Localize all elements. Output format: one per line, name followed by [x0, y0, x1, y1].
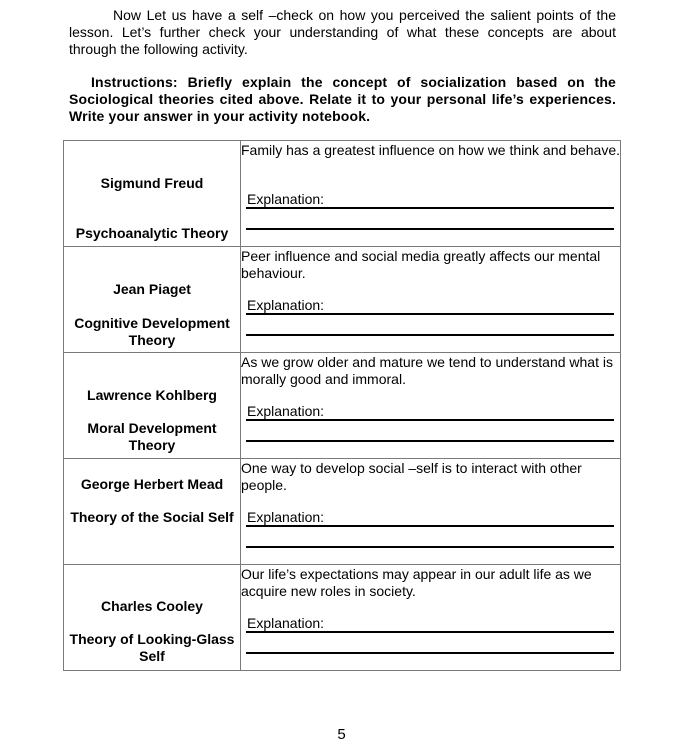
statement-text: One way to develop social –self is to interact with other people.: [241, 460, 582, 493]
explanation-label: Explanation:: [247, 615, 325, 631]
answer-line: [246, 207, 614, 209]
theory-name: Theory of the Social Self: [70, 509, 234, 525]
theorist-name: Lawrence Kohlberg: [87, 387, 217, 403]
table-row: [64, 459, 621, 565]
theorist-cell: [64, 141, 241, 247]
answer-line: [246, 652, 614, 654]
answer-line: [246, 313, 614, 315]
instructions-paragraph: Instructions: Briefly explain the concept of socialization based on the Sociological theories cited above. Relate it to your personal life’s experiences. Write your answer in your activity notebook.: [69, 74, 616, 124]
statement-text: Peer influence and social media greatly affects our mental behaviour.: [241, 248, 601, 281]
theorist-name: George Herbert Mead: [80, 476, 224, 492]
activity-table: [63, 140, 621, 671]
theorist-name: Sigmund Freud: [100, 175, 204, 191]
explanation-label: Explanation:: [247, 191, 325, 207]
statement-cell: [241, 353, 621, 459]
statement-cell: [241, 247, 621, 353]
statement-cell: [241, 459, 621, 565]
explanation-label: Explanation:: [247, 403, 325, 419]
theorist-cell: [64, 565, 241, 671]
table-row: [64, 565, 621, 671]
answer-line: [246, 631, 614, 633]
theory-name: Cognitive Development Theory: [74, 315, 230, 348]
theorist-name: Charles Cooley: [101, 598, 203, 614]
theory-name: Theory of Looking-Glass Self: [69, 631, 235, 664]
theory-name: Psychoanalytic Theory: [75, 225, 229, 241]
answer-line: [246, 334, 614, 336]
table-row: [64, 353, 621, 459]
table-row: [64, 141, 621, 247]
statement-cell: [241, 141, 621, 247]
theorist-cell: [64, 353, 241, 459]
page-number: 5: [337, 726, 346, 743]
theorist-name: Jean Piaget: [113, 281, 191, 297]
theorist-cell: [64, 459, 241, 565]
statement-text: Family has a greatest influence on how we think and behave.: [241, 142, 621, 158]
theory-name: Moral Development Theory: [87, 420, 217, 453]
answer-line: [246, 228, 614, 230]
answer-line: [246, 525, 614, 527]
statement-cell: [241, 565, 621, 671]
answer-line: [246, 546, 614, 548]
intro-paragraph: Now Let us have a self –check on how you perceived the salient points of the lesson. Let’s further check your understanding of what these concepts are about through the following activity.: [69, 7, 616, 57]
table-row: [64, 247, 621, 353]
statement-text: As we grow older and mature we tend to understand what is morally good and immoral.: [241, 354, 613, 387]
theorist-cell: [64, 247, 241, 353]
answer-line: [246, 440, 614, 442]
explanation-label: Explanation:: [247, 297, 325, 313]
explanation-label: Explanation:: [247, 509, 325, 525]
statement-text: Our life’s expectations may appear in our adult life as we acquire new roles in society.: [241, 566, 592, 599]
answer-line: [246, 419, 614, 421]
